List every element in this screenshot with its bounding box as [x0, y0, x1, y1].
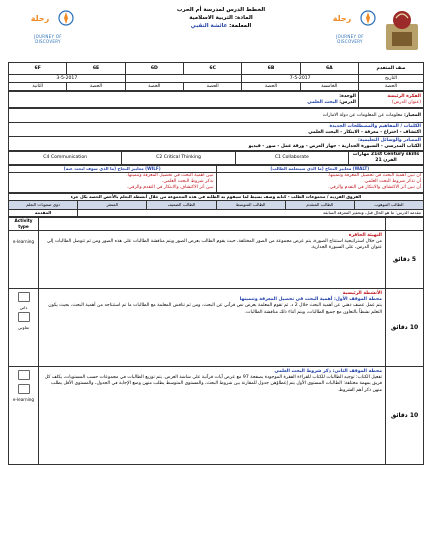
teacher-name: عائشة النقبي [190, 23, 228, 29]
blank-head [386, 218, 424, 231]
period-label: الحصة [359, 83, 424, 91]
row1-text: من خلال استراتيجية استنتاج الصورة، يتم عرض مجموعة من الصور المختلفة، حيث يقوم الطالب بعرض الصور ويتم مناقشة الطالبات على هذه الصور ومن ثم تتوصل الطالبات إلى عنوان الدرس، على السبورة الجدارية. [46, 239, 382, 251]
groups-note: الفروق الفردية / مجموعات الطلب - كتابة وصف بسيط لما سيقوم به الطلبة في هذه المجموعة من خلال أنشطة التعلم بالأخص الحصة بكل جزء [9, 194, 424, 201]
period-cell: الحصة [184, 83, 242, 91]
row1-side [9, 231, 39, 289]
tools-label: المصادر والوسائل التعليمية: [357, 137, 421, 143]
group-icon [18, 312, 30, 322]
row2-text: يتم عمل عصف ذهني عن أهمية البحث خلال 2 د. ثم تقوم المعلمة بعرض نص قرآني عن البحث، ومن ثم تناقش المعلمة مع الطالبات ما تم استنتاجه من أهمية البحث، بحيث يكون التعلم نشطاً بالتعاون مع جميع الطالبات، ويتم أثناء ذلك مناقشة الطالبات. [48, 303, 382, 315]
date-cell: 7-5-2017 [242, 75, 359, 83]
objectives-table [8, 108, 424, 151]
grades-table [8, 62, 424, 91]
skill-c2: C2 Critical Thinking [122, 152, 235, 165]
walt-item: أن تذكر شروط البحث العلمي. [363, 179, 421, 184]
wilf-item: تبين أثر الاكتشاف والابتكار في التقدم والرقي. [126, 185, 214, 190]
team-icon [18, 370, 30, 380]
blank-head [39, 218, 386, 231]
period-cell: الثانية [9, 83, 67, 91]
row3-side [9, 367, 39, 465]
row3-text: تفعيل الكتاب: توجيه الطالبات للكتاب للقراءة الفقرة الموجودة بصفحة 97 مع عرض آيات قرآنية على شاشة العرض. يتم توزيع الطالبات في مجموعات حسب المستويات، يكلف كل فريق بمهمة مختلفة: الطالبات المستوى الأول يتم إعطاؤهن جدول للمقارنة بين شروط البحث، والمستوى المتوسط يطلب منهن وضع الإجابة في الجدول، والمستوى الأقل يطلب منهن ذكر أهم الشروط. [44, 375, 382, 393]
grade-6c: 6C [184, 63, 242, 75]
activity-type-header: Activity type [9, 218, 39, 231]
wilf-list [9, 173, 217, 193]
svg-text:رحلة: رحلة [332, 14, 352, 23]
lesson-info [9, 92, 359, 108]
lesson-name: البحث العلمي [307, 99, 338, 105]
period-cell: الحصة [67, 83, 125, 91]
plan-title: الخطط الدرس لمدرسة أم الحرب [176, 7, 266, 13]
side-label: ذاتي [19, 305, 28, 310]
standard-cell [9, 109, 424, 123]
row1-title: التهيئة الحافزة [348, 233, 382, 238]
emblem-seal-icon [382, 6, 422, 54]
compass-icon [324, 8, 376, 30]
row3-title: محطة الموقف الثاني: ذكر شروط البحث العلمي [274, 369, 382, 374]
tools-text: الكتاب المدرسي - السبورة الجدارية - جهاز العرض - ورقة عمل - صور - فيديو [248, 143, 421, 149]
skills-header: 21st Century skills مهارات القرن 21 [349, 152, 424, 165]
grade-6a: 6A [300, 63, 358, 75]
walt-list [216, 173, 424, 193]
grade-6d: 6D [125, 63, 183, 75]
group-col: الطالب الموهوب [354, 201, 423, 210]
wilf-item: تذكر شروط البحث العلمي. [161, 179, 214, 184]
intro-label: المقدمة [9, 210, 78, 217]
row3-content [39, 367, 386, 465]
lesson-body-table [8, 217, 424, 465]
walt-item: أن تبين أثر الاكتشاف والابتكار في التقدم والرقي. [328, 185, 421, 190]
row2-minutes: 10 دقائق [386, 289, 424, 367]
groups-table [8, 193, 424, 217]
lesson-label: الدرس: [339, 99, 356, 105]
side-label: تعاوني [17, 325, 30, 330]
skill-c4: C4 Communication [9, 152, 122, 165]
lesson-plan-page [8, 6, 424, 465]
standard-text: معلومات عن المعلومات عن دولة الامارات [322, 112, 403, 118]
period-cell: الحصة [125, 83, 183, 91]
vocab-cell [9, 123, 424, 137]
period-cell: الخامسة [300, 83, 358, 91]
tools-cell [9, 137, 424, 151]
date-label: التاريخ [359, 75, 424, 83]
date-cell: 3-5-2017 [9, 75, 126, 83]
row1-content [39, 231, 386, 289]
walt-item: أن تبين أهمية البحث في تحصيل المعرفة وتنميتها. [327, 173, 421, 178]
journey-logo-right [324, 8, 376, 44]
skill-c1: C1 Collaborate [235, 152, 348, 165]
document-header [8, 6, 424, 62]
journey-logo-left [22, 8, 74, 44]
grade-6e: 6E [67, 63, 125, 75]
main-idea-value: (عنوان الدرس) [391, 99, 421, 105]
main-idea-label: الفكرة الرئيسة [387, 93, 421, 99]
side-label: e-learning [12, 397, 35, 402]
row2-side [9, 289, 39, 367]
screen-icon [18, 384, 30, 394]
wilf-item: تبين أهمية البحث في تحصيل المعرفة وتنميتها. [126, 173, 214, 178]
group-col: الطالب المتقدم [285, 201, 354, 210]
grade-row-label: صف المتقدم [359, 63, 424, 75]
date-cell [125, 75, 242, 83]
wilf-header: (WILF) معايير النجاح (ما الذي سوف ابحث عنه) [9, 166, 217, 173]
skills-table [8, 151, 424, 165]
logo-tagline: JOURNEY OF DISCOVERY [34, 34, 62, 44]
row2-title: الأنشطة الرئيسية [342, 291, 382, 296]
intro-text: مقدمة الدرس: ما هو الحال قبل، وتحفيز المعرفة السابقة [78, 210, 424, 217]
group-col: الطالب المتوسط [216, 201, 285, 210]
svg-text:رحلة: رحلة [30, 14, 50, 23]
unit-label: الوحدة: [339, 93, 356, 99]
row3-minutes: 10 دقائق [386, 367, 424, 465]
unit-labels [359, 92, 424, 108]
grade-6f: 6F [9, 63, 67, 75]
vocab-label: الكلمات / المفاهيم والمصطلحات الجديدة [329, 123, 421, 129]
teacher-label: المعلمة: [229, 23, 252, 29]
book-icon [18, 292, 30, 302]
subject-line: المادة: التربية الاسلامية [189, 15, 253, 21]
compass-icon [22, 8, 74, 30]
vocab-list: اكتشاف - اختراع - معرفة - الابتكار - البحث العلمي [308, 129, 421, 135]
group-col: المتعثر [78, 201, 147, 210]
walt-header: (WALT) معايير النجاح (ما الذي سيتعلمه الطالب) [216, 166, 424, 173]
row2-subtitle: محطة الموقف الأول: أهمية البحث في تحصيل المعرفة وتنميتها [239, 297, 382, 303]
period-cell: الحصة [242, 83, 300, 91]
row2-content [39, 289, 386, 367]
group-col: ذوي صعوبات التعلم [9, 201, 78, 210]
unit-table [8, 91, 424, 108]
header-center [128, 6, 314, 30]
outcomes-table [8, 165, 424, 193]
side-label: e-learning [12, 239, 35, 244]
row1-minutes: 5 دقائق [386, 231, 424, 289]
grade-6b: 6B [242, 63, 300, 75]
standard-label: المعيار: [403, 112, 421, 118]
group-col: الطالب الضعيف [147, 201, 216, 210]
logo-tagline: JOURNEY OF DISCOVERY [336, 34, 364, 44]
